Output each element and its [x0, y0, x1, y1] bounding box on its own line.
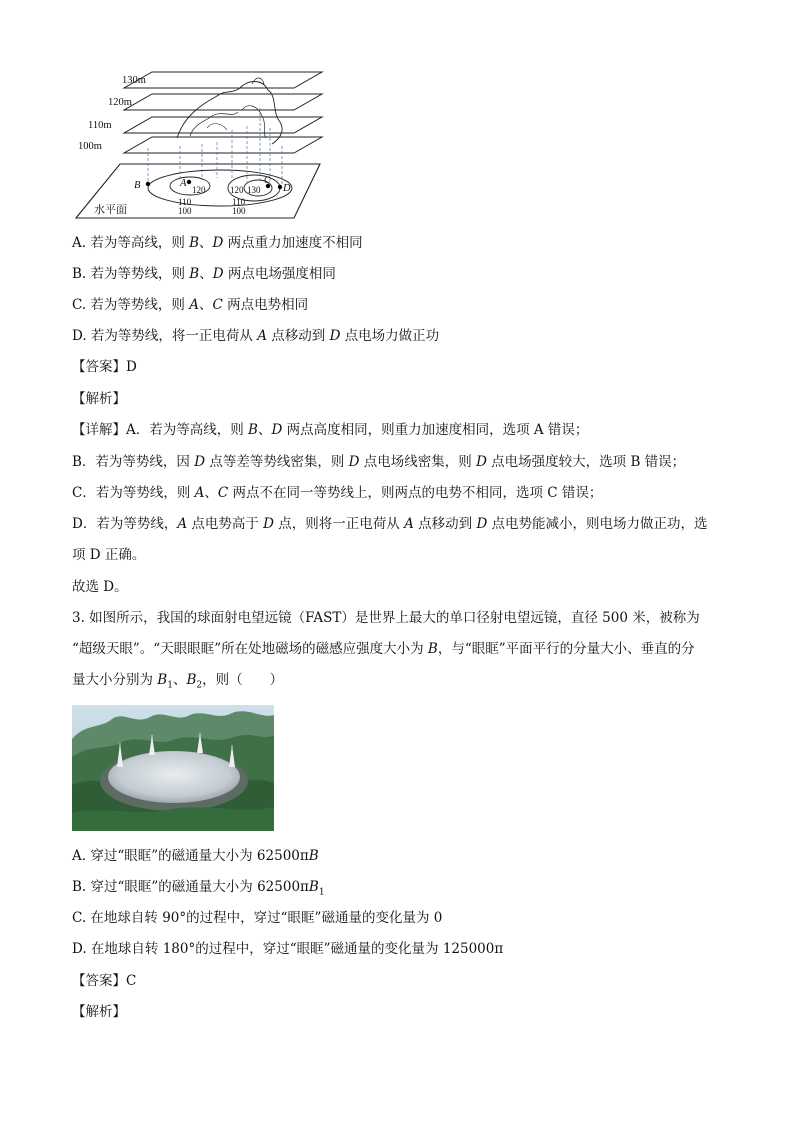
q3-analysis-tag: 【解析】 — [72, 1004, 126, 1020]
contour-label: 130 — [247, 185, 261, 195]
q2-option-c: C. 若为等势线，则 A、C 两点电势相同 — [72, 297, 309, 313]
q2-detail-b: B．若为等势线，因 D 点等差等势线密集，则 D 点电场线密集，则 D 点电场强度较大，选项 B 错误； — [72, 454, 686, 470]
q2-option-d: D. 若为等势线，将一正电荷从 A 点移动到 D 点电场力做正功 — [72, 328, 440, 344]
q2-answer: 【答案】D — [72, 359, 137, 375]
contour-label: 100 — [178, 206, 192, 216]
q3-option-c: C. 在地球自转 90°的过程中，穿过“眼眶”磁通量的变化量为 0 — [72, 910, 443, 926]
plane-label: 120m — [108, 97, 132, 108]
q2-detail-d: D．若为等势线，A 点电势高于 D 点，则将一正电荷从 A 点移动到 D 点电势能减小，则电场力做正功，选 — [72, 516, 708, 532]
point-b-label: B — [134, 180, 141, 191]
plane-110m — [124, 117, 322, 133]
point-a-label: A — [180, 178, 187, 189]
q2-detail-a: 【详解】A．若为等高线，则 B、D 两点高度相同，则重力加速度相同，选项 A 错误； — [72, 422, 589, 438]
plane-label: 100m — [78, 141, 102, 152]
point-c-label: C — [264, 175, 271, 185]
plane-label: 130m — [122, 75, 146, 86]
point-d-dot — [278, 185, 282, 189]
contour-label: 100 — [232, 206, 246, 216]
point-d-label: D — [283, 183, 291, 194]
q3-option-a: A. 穿过“眼眶”的磁通量大小为 62500πB — [72, 848, 319, 864]
q3-option-b: B. 穿过“眼眶”的磁通量大小为 $62500\pi B_1$ — [72, 879, 325, 898]
q2-option-b: B. 若为等势线，则 B、D 两点电场强度相同 — [72, 266, 336, 282]
q3-option-d: D. 在地球自转 180°的过程中，穿过“眼眶”磁通量的变化量为 125000π — [72, 941, 504, 957]
contour-label: 120 — [192, 185, 206, 195]
q2-detail-d-cont: 项 D 正确。 — [72, 547, 146, 563]
q3-stem-line3: 量大小分别为 $B_1$、$B_2$，则（ ） — [72, 672, 284, 691]
contour-label: 120 — [230, 185, 244, 195]
q2-analysis-tag: 【解析】 — [72, 391, 126, 407]
ground-label: 水平面 — [94, 204, 127, 216]
plane-130m — [124, 72, 322, 88]
fast-telescope-photo — [72, 705, 274, 831]
point-b-dot — [146, 182, 150, 186]
contour-figure — [72, 66, 327, 222]
plane-120m — [124, 94, 322, 110]
contour-label: 110 — [232, 197, 246, 207]
plane-label: 110m — [88, 120, 112, 131]
q3-stem-line1: 3. 如图所示，我国的球面射电望远镜（FAST）是世界上最大的单口径射电望远镜，直径 500 米，被称为 — [72, 610, 700, 626]
plane-100m — [124, 137, 322, 153]
point-a-dot — [187, 180, 191, 184]
q2-conclusion: 故选 D。 — [72, 579, 128, 595]
q3-stem-line2: “超级天眼”。“天眼眼眶”所在处地磁场的磁感应强度大小为 B，与“眼眶”平面平行的分量大小、垂直的分 — [72, 641, 695, 657]
q2-option-a: A. 若为等高线，则 B、D 两点重力加速度不相同 — [72, 235, 363, 251]
contour-label: 110 — [178, 197, 192, 207]
q3-answer: 【答案】C — [72, 973, 137, 989]
q2-detail-c: C．若为等势线，则 A、C 两点不在同一等势线上，则两点的电势不相同，选项 C 错误； — [72, 485, 603, 501]
